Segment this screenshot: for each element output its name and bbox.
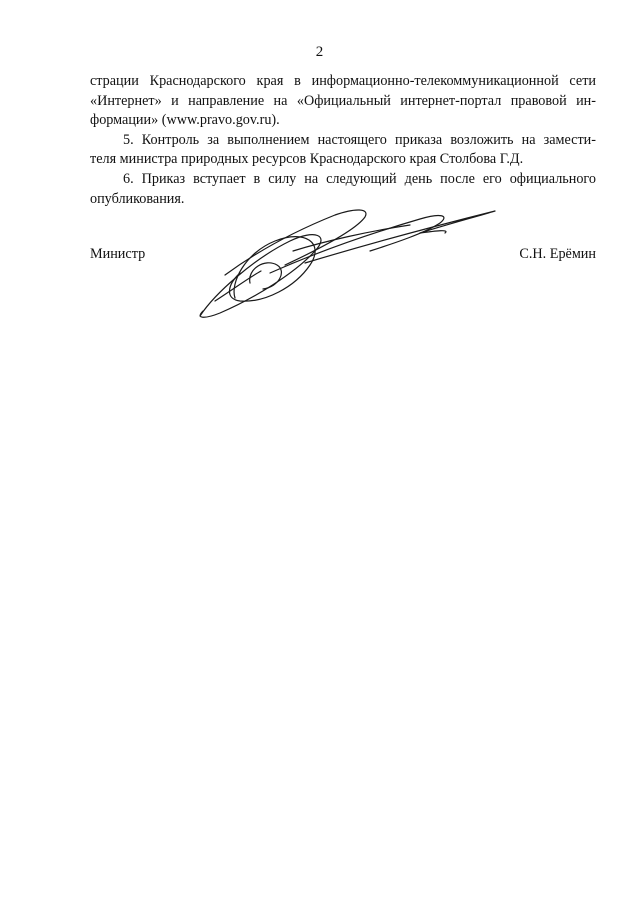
text-line: формации» (www.pravo.gov.ru). <box>90 112 280 129</box>
position-title: Министр <box>90 246 146 262</box>
item-5-paragraph <box>90 131 596 170</box>
paragraph-continuation <box>90 72 596 131</box>
text-line: 5. Контроль за выполнением настоящего приказа возложить на замести- <box>123 131 596 148</box>
signatory-name: С.Н. Ерёмин <box>519 246 596 262</box>
text-line: страции Краснодарского края в информационно-телекоммуникационной сети <box>90 73 596 89</box>
text-line: «Интернет» и направление на «Официальный интернет-портал правовой ин- <box>90 92 596 109</box>
handwritten-signature-icon <box>195 203 505 323</box>
text-line: теля министра природных ресурсов Краснодарского края Столбова Г.Д. <box>90 151 524 168</box>
document-body <box>90 72 596 209</box>
text-line: 6. Приказ вступает в силу на следующий день после его официального <box>123 170 596 187</box>
page-number: 2 <box>315 44 324 60</box>
text-line: опубликования. <box>90 190 185 207</box>
